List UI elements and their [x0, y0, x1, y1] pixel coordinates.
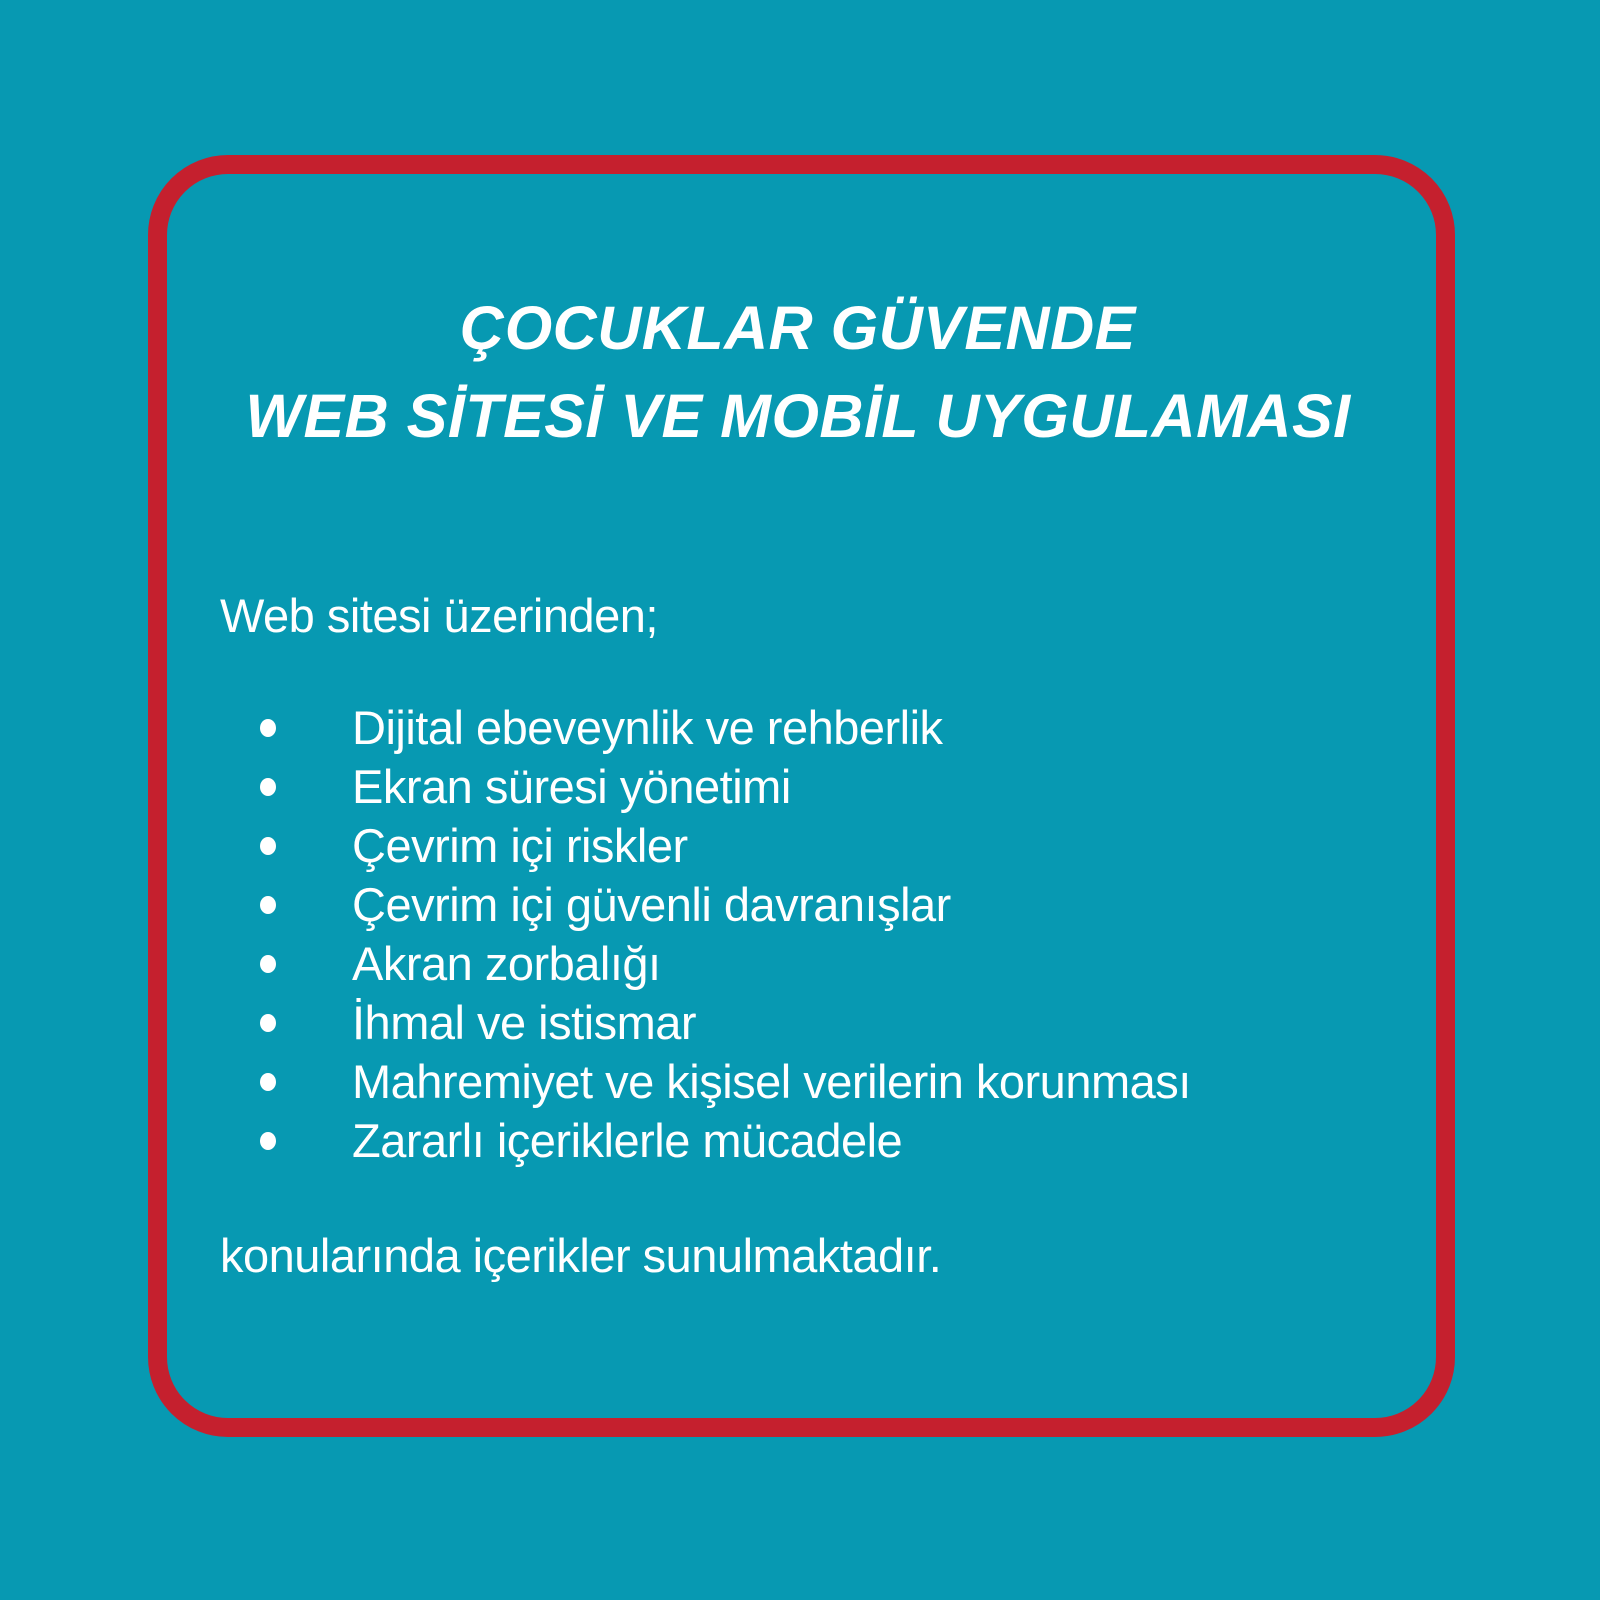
info-card — [148, 155, 1455, 1437]
bullet-item: Dijital ebeveynlik ve rehberlik — [260, 698, 1376, 757]
intro-text: Web sitesi üzerinden; — [220, 589, 658, 642]
bullet-item: Ekran süresi yönetimi — [260, 757, 1376, 816]
card-title-line2: WEB SİTESİ VE MOBİL UYGULAMASI — [245, 382, 1351, 450]
bullet-item: Çevrim içi güvenli davranışlar — [260, 875, 1376, 934]
bullet-item: Zararlı içeriklerle mücadele — [260, 1111, 1376, 1170]
bullet-item: Mahremiyet ve kişisel verilerin korunması — [260, 1052, 1376, 1111]
outro-text: konularında içerikler sunulmaktadır. — [220, 1229, 942, 1282]
card-title-line1: ÇOCUKLAR GÜVENDE — [460, 294, 1136, 362]
card-title — [220, 284, 1376, 460]
bullet-item: İhmal ve istismar — [260, 993, 1376, 1052]
bullet-item: Akran zorbalığı — [260, 934, 1376, 993]
topics-list — [220, 698, 1376, 1170]
bullet-item: Çevrim içi riskler — [260, 816, 1376, 875]
